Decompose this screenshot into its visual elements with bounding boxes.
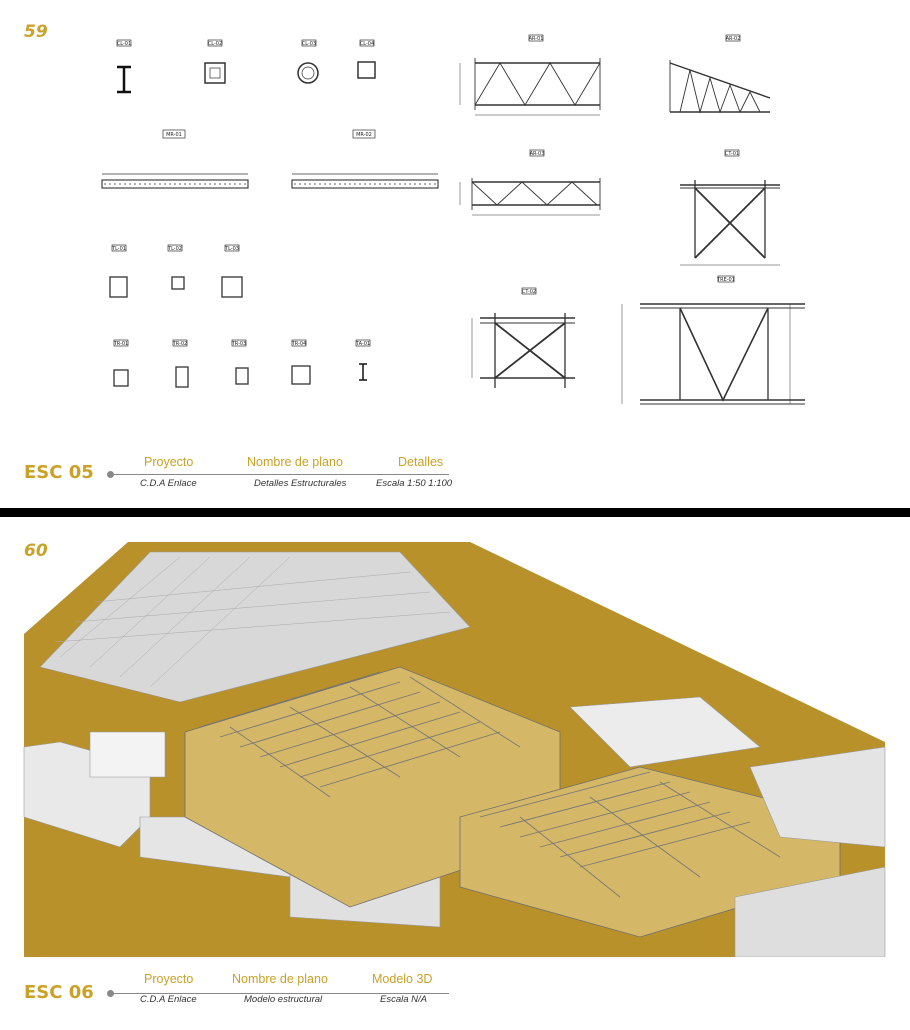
cl1-ibeam-section [117, 67, 131, 92]
tr4-section [292, 366, 310, 384]
project-value: C.D.A Enlace [140, 478, 197, 489]
plan-name-value: Detalles Estructurales [254, 478, 347, 489]
tag-cl3: CL-03 [301, 41, 317, 47]
tr3-section [236, 368, 248, 384]
tag-tl3: TL-03 [225, 246, 239, 252]
tr1-section [114, 370, 128, 386]
cl3-circular-section [298, 63, 318, 83]
tag-ct1: CT-01 [724, 151, 740, 157]
titleblock-rule [114, 474, 449, 475]
tag-tr1: TR-01 [113, 341, 129, 347]
plan-name-label: Nombre de plano [232, 972, 328, 986]
ct1-cross-bracing [680, 180, 780, 265]
tag-mr1: MR-01 [166, 132, 182, 138]
mr1-wall-section [102, 174, 248, 188]
structural-model-render [0, 517, 910, 957]
tag-ar3: AR-03 [529, 151, 545, 157]
tag-mr2: MR-02 [356, 132, 372, 138]
project-label: Proyecto [144, 455, 194, 469]
model-label: Modelo 3D [372, 972, 433, 986]
tag-tr2: TR-02 [172, 341, 188, 347]
project-value: C.D.A Enlace [140, 994, 197, 1005]
cl4-square-section [358, 62, 375, 78]
tag-tl2: TL-02 [168, 246, 182, 252]
tag-cl2: CL-02 [207, 41, 223, 47]
tag-cl4: CL-04 [359, 41, 375, 47]
project-label: Proyecto [144, 972, 194, 986]
tre1-truss-elevation [622, 304, 805, 404]
tag-tr4: TR-04 [291, 341, 307, 347]
tag-tr3: TR-03 [231, 341, 247, 347]
ar3-truss-elevation [460, 178, 600, 215]
tag-ar1: AR-01 [528, 36, 544, 42]
cl2-square-section [205, 63, 225, 83]
page-number: 60 [24, 541, 48, 561]
ar2-truss-elevation [670, 60, 770, 112]
ar1-truss-elevation [460, 58, 600, 115]
ta1-ibeam-section [359, 364, 367, 380]
titleblock-dot [107, 471, 114, 478]
tag-ar2: AR-02 [725, 36, 741, 42]
titleblock-dot [107, 990, 114, 997]
scale-value: Escala 1:50 1:100 [376, 478, 453, 489]
tl1-section [110, 277, 127, 297]
tag-tl1: TL-01 [112, 246, 126, 252]
white-block [90, 732, 165, 777]
tr2-section [176, 367, 188, 387]
scale-value: Escala N/A [380, 994, 427, 1005]
tag-cl1: CL-01 [116, 41, 132, 47]
detail-label: Detalles [398, 455, 444, 469]
tl2-section [172, 277, 184, 289]
tag-ct2: CT-02 [521, 289, 537, 295]
sheet-structural-model [0, 517, 910, 1030]
mr2-wall-section [292, 174, 438, 188]
sheet-structural-details [0, 0, 910, 508]
tl3-section [222, 277, 242, 297]
page-number: 59 [24, 22, 48, 42]
plan-name-value: Modelo estructural [244, 994, 323, 1005]
ct2-cross-bracing [472, 313, 575, 388]
tag-tre1: TRE-01 [717, 277, 735, 283]
sheet-code: ESC 05 [24, 462, 94, 483]
sheet-code: ESC 06 [24, 982, 94, 1003]
tag-ta1: TA-01 [355, 341, 371, 347]
structural-details-drawing [0, 0, 910, 508]
plan-name-label: Nombre de plano [247, 455, 343, 469]
